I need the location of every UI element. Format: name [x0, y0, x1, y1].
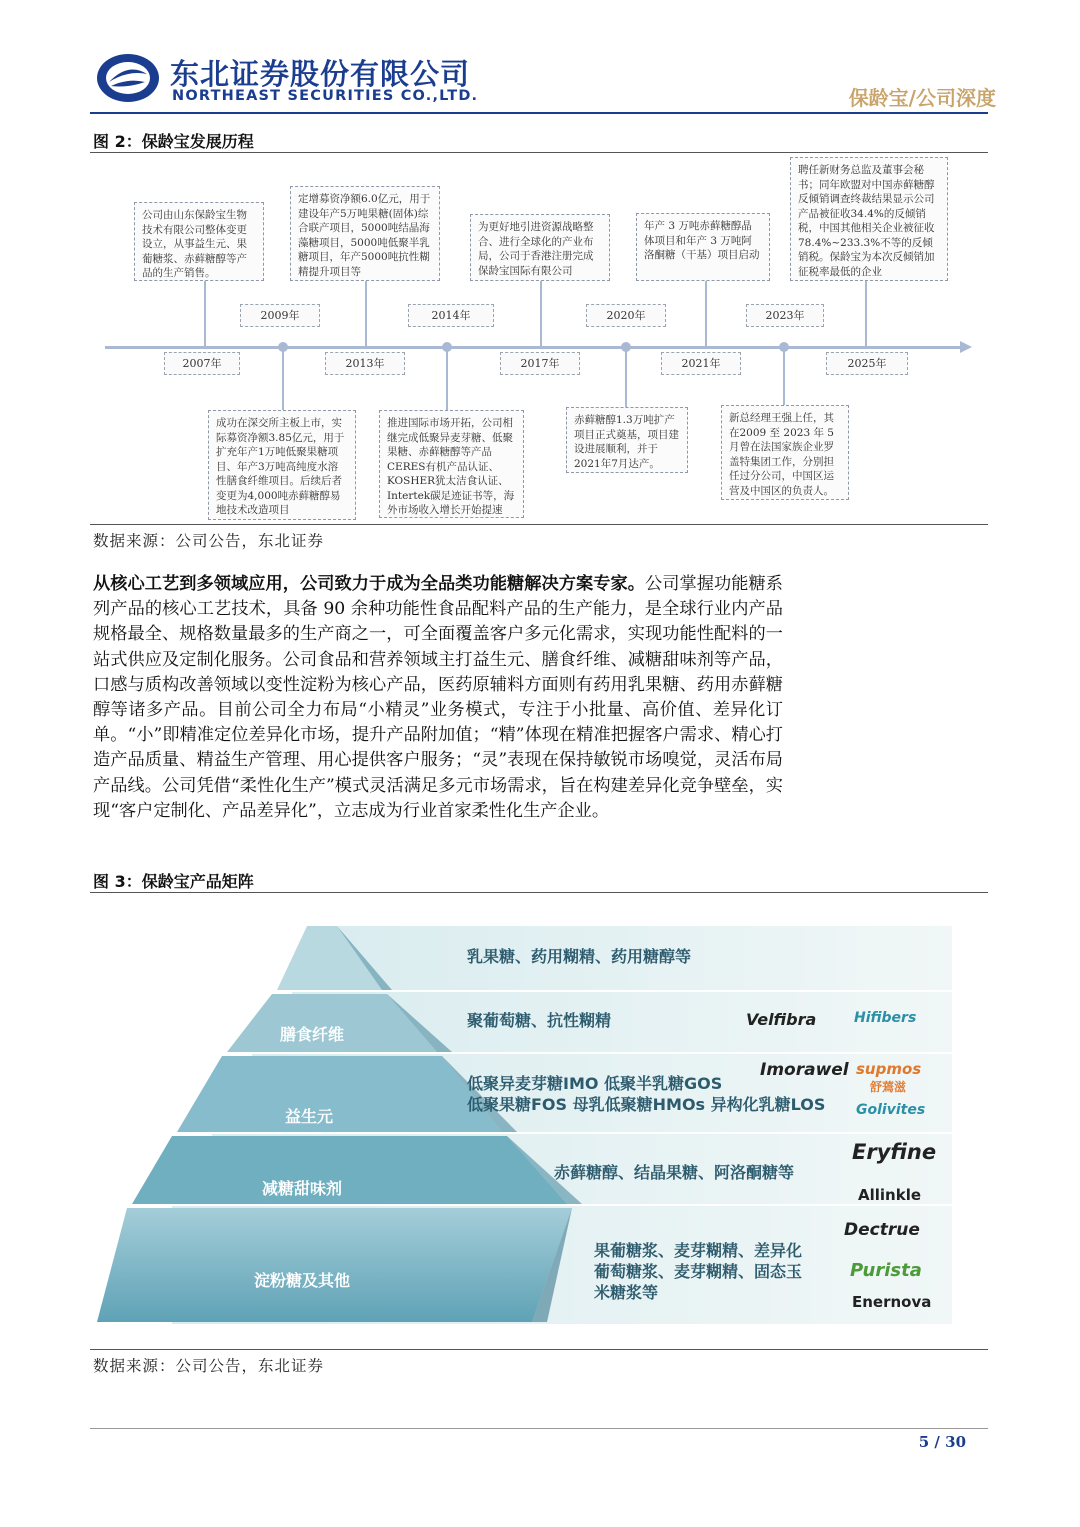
timeline-arrow-icon: [960, 341, 972, 353]
brand-allinkle: Allinkle: [858, 1186, 922, 1204]
tier-5-products-line-2: 葡萄糖浆、麦芽糊精、固态玉: [594, 1262, 803, 1281]
brand-supmos-cn: 舒蔫滋: [870, 1080, 907, 1094]
event-box-2023: 新总经理王强上任，其在2009 至 2023 年 5 月曾在法国家族企业罗盖特集团工作，分别担任过分公司，中国区运营及中国区的负责人。: [721, 405, 849, 500]
timeline-stem: [705, 280, 707, 348]
tier-label-prebiotics: 益生元: [284, 1107, 333, 1126]
event-box-2009: 成功在深交所主板上市，实际募资净额3.85亿元，用于扩充年产1万吨低聚果糖项目、年产3万吨高纯度水溶性膳食纤维项目。后续后者变更为4,000吨赤藓糖醇易地技术改造项目: [208, 410, 356, 520]
development-timeline: [100, 155, 980, 520]
year-label-2021: 2021年: [661, 352, 741, 375]
brand-dectrue: Dectrue: [844, 1220, 920, 1240]
tier-5-products-line-3: 米糖浆等: [594, 1283, 659, 1302]
figure-2-bottom-rule: [90, 524, 988, 525]
event-box-2007: 公司由山东保龄宝生物技术有限公司整体变更设立，从事益生元、果葡糖浆、赤藓糖醇等产品的生产销售。: [134, 202, 264, 281]
report-tag: 保龄宝/公司深度: [848, 86, 996, 110]
event-box-2025: 聘任新财务总监及董事会秘书；同年欧盟对中国赤藓糖醇反倾销调查终裁结果显示公司产品被征收34.4%的反倾销税，中国其他相关企业被征收 78.4%~233.3%不等的反倾销税。保龄宝为本次反倾销加征税率最低的企业: [790, 157, 948, 281]
year-label-2013: 2013年: [325, 352, 405, 375]
timeline-dot: [621, 342, 631, 352]
pyramid-tier-5: [97, 1208, 572, 1322]
year-label-2017: 2017年: [500, 352, 580, 375]
brand-supmos: supmos: [856, 1060, 922, 1078]
timeline-stem: [865, 280, 867, 348]
body-paragraph: [93, 572, 783, 824]
event-box-2017: 为更好地引进资源战略整合、进行全球化的产业布局，公司于香港注册完成保龄宝国际有限公司: [470, 214, 610, 281]
timeline-stem: [282, 348, 284, 413]
brand-enernova: Enernova: [852, 1293, 932, 1311]
page-number: 5 / 30: [918, 1433, 966, 1451]
brand-golivites: Golivites: [856, 1102, 926, 1118]
timeline-stem: [365, 280, 367, 348]
tier-label-starch-sugar: 淀粉糖及其他: [253, 1271, 350, 1290]
product-matrix-pyramid: [92, 918, 962, 1328]
figure-2-top-rule: [90, 152, 988, 153]
brand-purista: Purista: [850, 1260, 922, 1281]
brand-eryfine: Eryfine: [852, 1140, 937, 1164]
timeline-stem: [204, 280, 206, 348]
timeline-dot: [442, 342, 452, 352]
tier-3-products-line-1: 低聚异麦芽糖IMO 低聚半乳糖GOS: [467, 1074, 723, 1093]
year-label-2014: 2014年: [408, 304, 494, 327]
figure-3-bottom-rule: [90, 1349, 988, 1350]
figure-3-top-rule: [90, 892, 988, 893]
event-box-2014: 推进国际市场开拓，公司相继完成低聚异麦芽糖、低聚果糖、赤藓糖醇等产品CERES有机产品认证、KOSHER犹太洁食认证、Intertek碳足迹证书等，海外市场收入增长开始提速: [379, 410, 524, 518]
event-box-2013: 定增募资净额6.0亿元，用于建设年产5万吨果糖(固体)综合联产项目，5000吨结晶海藻糖项目，5000吨低聚半乳糖项目，年产5000吨抗性糊精提升项目等: [290, 186, 440, 281]
pyramid-graphic: [92, 918, 962, 1328]
company-name-cn: 东北证券股份有限公司: [170, 57, 471, 91]
year-label-2025: 2025年: [826, 352, 908, 375]
year-label-2007: 2007年: [164, 352, 240, 375]
figure-2-source: 数据来源：公司公告，东北证券: [93, 532, 325, 550]
company-logo-icon: [95, 52, 161, 104]
tier-1-products: 乳果糖、药用糊精、药用糖醇等: [467, 947, 692, 966]
event-box-2020: 赤藓糖醇1.3万吨扩产项目正式奠基，项目建设进展顺利，并于2021年7月达产。: [566, 407, 688, 473]
event-box-2021: 年产 3 万吨赤藓糖醇晶体项目和年产 3 万吨阿洛酮糖（干基）项目启动: [636, 213, 770, 281]
timeline-axis: [105, 346, 965, 349]
tier-3-products-line-2: 低聚果糖FOS 母乳低聚糖HMOs 异构化乳糖LOS: [467, 1095, 826, 1114]
paragraph-lead: 从核心工艺到多领域应用，公司致力于成为全品类功能糖解决方案专家。: [93, 574, 646, 594]
brand-imorawel: Imorawel: [760, 1060, 849, 1080]
company-name-en: NORTHEAST SECURITIES CO.,LTD.: [172, 88, 479, 104]
timeline-stem: [540, 280, 542, 348]
timeline-stem: [783, 348, 785, 406]
year-label-2009: 2009年: [240, 304, 320, 327]
brand-velfibra: Velfibra: [746, 1010, 817, 1029]
timeline-stem: [446, 348, 448, 413]
figure-3-title: 图 3：保龄宝产品矩阵: [93, 872, 254, 891]
tier-4-products: 赤藓糖醇、结晶果糖、阿洛酮糖等: [554, 1163, 795, 1182]
figure-2-title: 图 2：保龄宝发展历程: [93, 132, 254, 151]
timeline-stem: [625, 348, 627, 408]
timeline-dot: [779, 342, 789, 352]
year-label-2023: 2023年: [746, 304, 824, 327]
year-label-2020: 2020年: [586, 304, 666, 327]
timeline-dot: [278, 342, 288, 352]
brand-hifibers: Hifibers: [854, 1010, 917, 1026]
figure-3-source: 数据来源：公司公告，东北证券: [93, 1357, 325, 1375]
tier-label-dietary-fiber: 膳食纤维: [279, 1025, 344, 1044]
header-divider: [90, 112, 988, 114]
paragraph-body: 公司掌握功能糖系列产品的核心工艺技术，具备 90 余种功能性食品配料产品的生产能力，是全球行业内产品规格最全、规格数量最多的生产商之一，可全面覆盖客户多元化需求，实现功能性配料的一站式供应及定制化服务。公司食品和营养领域主打益生元、膳食纤维、减糖甜味剂等产品，口感与质构改善领域以变性淀粉为核心产品，医药原辅料方面则有药用乳果糖、药用赤藓糖醇等诸多产品。目前公司全力布局“小精灵”业务模式，专注于小批量、高价值、差异化订单。“小”即精准定位差异化市场，提升产品附加值；“精”体现在精准把握客户需求、精心打造产品质量、精益生产管理、用心提供客户服务；“灵”表现在保持敏锐市场嗅觉，灵活布局产品线。公司凭借“柔性化生产”模式灵活满足多元市场需求，旨在构建差异化竞争壁垒，实现“客户定制化、产品差异化”，立志成为行业首家柔性化生产企业。: [93, 574, 783, 821]
footer-divider: [90, 1428, 988, 1429]
tier-2-products: 聚葡萄糖、抗性糊精: [467, 1011, 612, 1030]
tier-label-sweeteners: 减糖甜味剂: [261, 1179, 342, 1198]
tier-5-products-line-1: 果葡糖浆、麦芽糊精、差异化: [594, 1241, 803, 1260]
